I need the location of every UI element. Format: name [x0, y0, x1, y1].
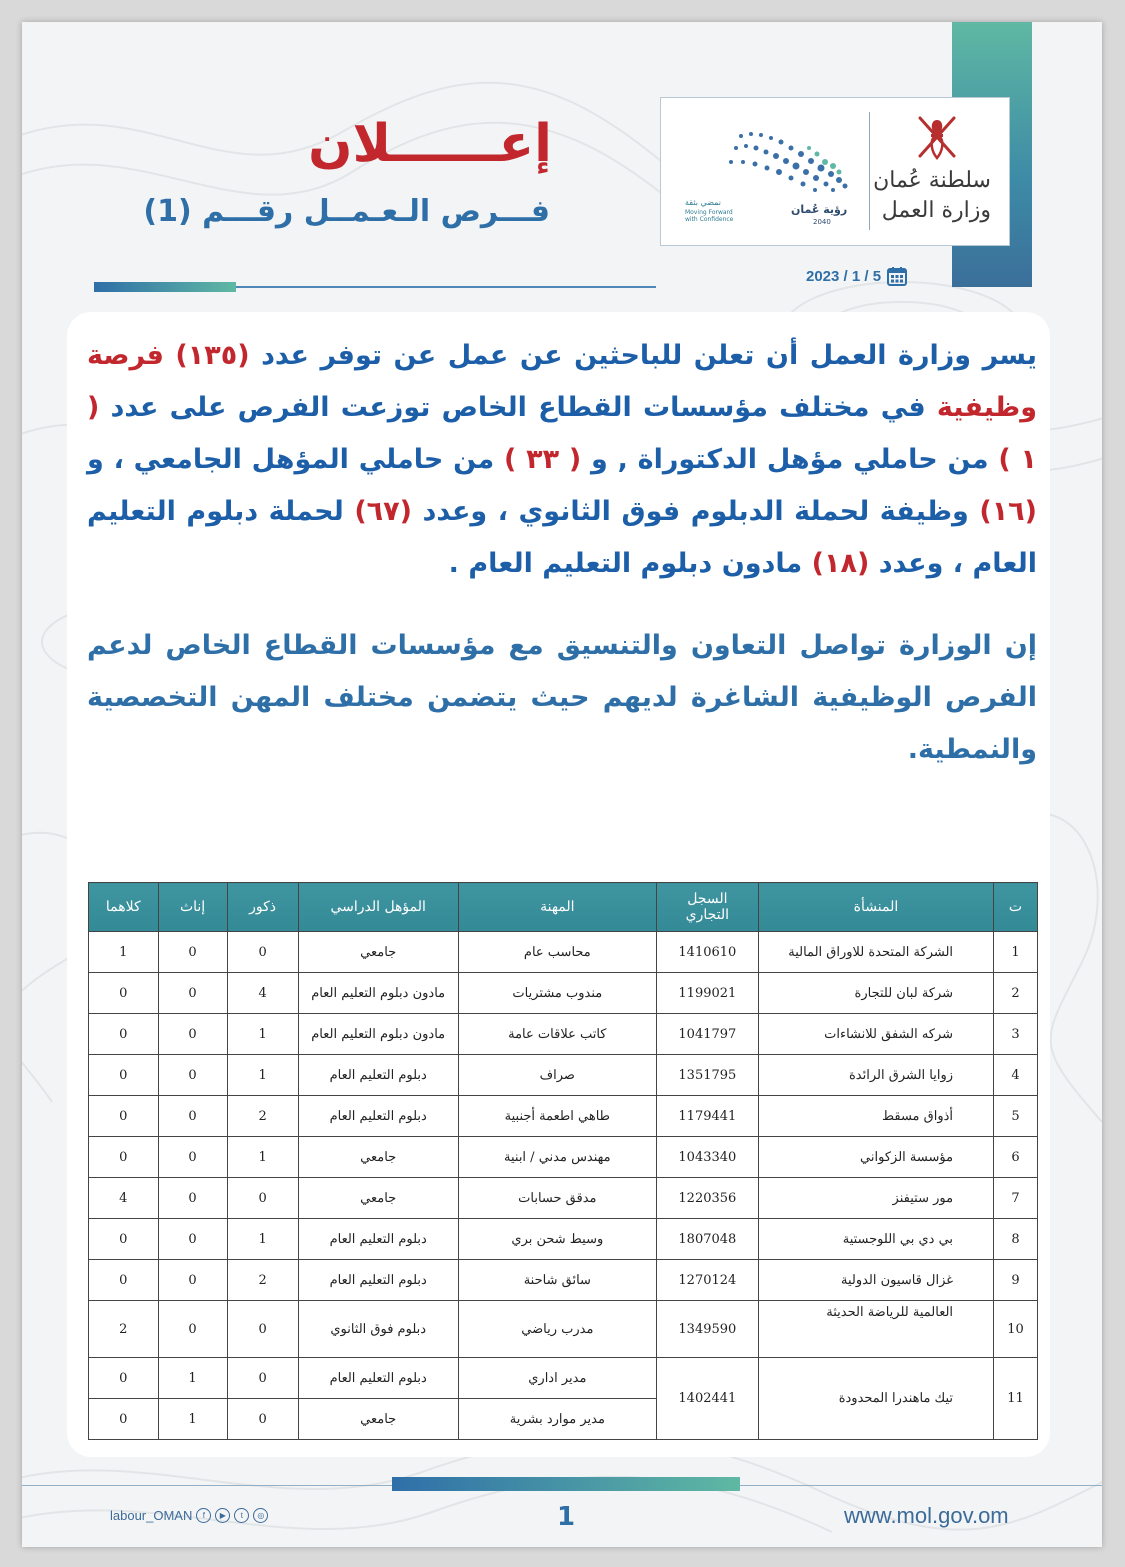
- announcement-paragraph-2: إن الوزارة تواصل التعاون والتنسيق مع مؤسسات القطاع الخاص لدعم الفرص الوظيفية الشاغرة لديهم حيث يتضمن مختلف المهن التخصصية والنمطية.: [87, 630, 1037, 765]
- cell-no: 1: [994, 932, 1038, 973]
- p1-segment: لحملة دبلوم التعليم العام ، وعدد: [87, 496, 1037, 579]
- cell-female: 1: [158, 1358, 227, 1399]
- cell-cr: 1402441: [656, 1358, 758, 1440]
- table-row: [89, 1137, 1038, 1178]
- table-row: [89, 1301, 1038, 1358]
- cell-establishment: شركه الشفق للانشاءات: [758, 1014, 993, 1055]
- announcement-date: [806, 265, 907, 287]
- cell-male: 2: [227, 1260, 298, 1301]
- cell-establishment: زوايا الشرق الرائدة: [758, 1055, 993, 1096]
- cell-female: 0: [158, 1260, 227, 1301]
- p1-segment: من حاملي مؤهل الدكتوراة , و: [591, 444, 989, 475]
- cell-establishment: العالمية للرياضة الحديثة: [758, 1301, 993, 1358]
- page-subtitle: فـــرص الـعـمــل رقـــم (1): [143, 194, 550, 229]
- col-header-qualification: المؤهل الدراسي: [298, 883, 458, 932]
- cell-both: 0: [89, 1260, 159, 1301]
- cell-female: 0: [158, 1219, 227, 1260]
- p1-segment: مادون دبلوم التعليم العام .: [448, 548, 803, 579]
- calendar-icon: [887, 266, 907, 286]
- cell-profession: صراف: [458, 1055, 656, 1096]
- col-header-establishment: المنشأة: [758, 883, 993, 932]
- cell-no: 2: [994, 973, 1038, 1014]
- cell-cr: 1349590: [656, 1301, 758, 1358]
- table-header-row: [89, 883, 1038, 932]
- instagram-icon[interactable]: ◎: [253, 1508, 268, 1523]
- cell-female: 1: [158, 1399, 227, 1440]
- vision-2040-swirl-icon: [721, 126, 861, 206]
- cell-male: 0: [227, 1358, 298, 1399]
- cell-qualification: مادون دبلوم التعليم العام: [298, 973, 458, 1014]
- cell-profession: وسيط شحن بري: [458, 1219, 656, 1260]
- p1-count-general-diploma: (٦٧): [354, 496, 412, 527]
- cell-profession: طاهي اطعمة أجنبية: [458, 1096, 656, 1137]
- cell-no: 8: [994, 1219, 1038, 1260]
- cell-both: 0: [89, 1137, 159, 1178]
- cell-establishment: شركة لبان للتجارة: [758, 973, 993, 1014]
- cell-male: 0: [227, 1301, 298, 1358]
- cell-female: 0: [158, 1014, 227, 1055]
- cell-cr: 1270124: [656, 1260, 758, 1301]
- cell-male: 0: [227, 932, 298, 973]
- col-header-male: ذكور: [227, 883, 298, 932]
- cell-qualification: جامعي: [298, 1178, 458, 1219]
- cell-both: 4: [89, 1178, 159, 1219]
- col-header-cr-line2: التجاري: [685, 907, 730, 923]
- table-row: [89, 1178, 1038, 1219]
- cell-establishment: تيك ماهندرا المحدودة: [758, 1358, 993, 1440]
- ministry-name-line2: وزارة العمل: [881, 198, 991, 223]
- cell-no: 11: [994, 1358, 1038, 1440]
- cell-establishment: مور ستيفنز: [758, 1178, 993, 1219]
- youtube-icon[interactable]: ▶: [215, 1508, 230, 1523]
- col-header-profession: المهنة: [458, 883, 656, 932]
- announcement-paragraph-1: [87, 330, 1037, 590]
- cell-male: 4: [227, 973, 298, 1014]
- cell-male: 1: [227, 1219, 298, 1260]
- cell-both: 0: [89, 1096, 159, 1137]
- cell-no: 5: [994, 1096, 1038, 1137]
- cell-profession: سائق شاحنة: [458, 1260, 656, 1301]
- cell-female: 0: [158, 1137, 227, 1178]
- cell-male: 1: [227, 1055, 298, 1096]
- cell-no: 6: [994, 1137, 1038, 1178]
- cell-both: 0: [89, 1399, 159, 1440]
- cell-profession: كاتب علاقات عامة: [458, 1014, 656, 1055]
- cell-both: 0: [89, 1358, 159, 1399]
- cell-no: 9: [994, 1260, 1038, 1301]
- col-header-both: كلاهما: [89, 883, 159, 932]
- cell-both: 0: [89, 1055, 159, 1096]
- table-row: [89, 1055, 1038, 1096]
- footer-accent-bar: [392, 1477, 740, 1491]
- cell-female: 0: [158, 932, 227, 973]
- cell-female: 0: [158, 1096, 227, 1137]
- cell-cr: 1179441: [656, 1096, 758, 1137]
- page-number: 1: [557, 1502, 576, 1532]
- tagline-arabic: نمضي بثقة: [685, 198, 721, 207]
- cell-qualification: دبلوم التعليم العام: [298, 1055, 458, 1096]
- subtitle-underline-accent: [94, 282, 236, 292]
- p1-count-post-secondary: (١٦): [979, 496, 1038, 527]
- table-row: [89, 1260, 1038, 1301]
- table-row: [89, 1014, 1038, 1055]
- cell-qualification: دبلوم فوق الثانوي: [298, 1301, 458, 1358]
- tagline-english: Moving Forward with Confidence: [685, 209, 734, 223]
- table-row: [89, 1096, 1038, 1137]
- cell-female: 0: [158, 1055, 227, 1096]
- ministry-logo-box: [660, 97, 1010, 246]
- cell-male: 0: [227, 1178, 298, 1219]
- cell-cr: 1351795: [656, 1055, 758, 1096]
- cell-no: 4: [994, 1055, 1038, 1096]
- cell-establishment: بي دي بي اللوجستية: [758, 1219, 993, 1260]
- cell-profession: مندوب مشتريات: [458, 973, 656, 1014]
- cell-female: 0: [158, 973, 227, 1014]
- table-row: [89, 1358, 1038, 1399]
- p1-count-total: (١٣٥) فرصة وظيفية: [87, 340, 1037, 423]
- cell-both: 1: [89, 932, 159, 973]
- col-header-no: ت: [994, 883, 1038, 932]
- cell-profession: مهندس مدني / ابنية: [458, 1137, 656, 1178]
- cell-qualification: دبلوم التعليم العام: [298, 1358, 458, 1399]
- vision-2040-text: رؤية عُمان: [791, 203, 848, 216]
- p1-segment: وظيفة لحملة الدبلوم فوق الثانوي ، وعدد: [422, 496, 969, 527]
- khanjar-emblem-icon: [910, 110, 964, 164]
- cell-cr: 1041797: [656, 1014, 758, 1055]
- col-header-female: إناث: [158, 883, 227, 932]
- cell-profession: محاسب عام: [458, 932, 656, 973]
- table-row: [89, 973, 1038, 1014]
- content-card: [67, 312, 1050, 1457]
- cell-female: 0: [158, 1178, 227, 1219]
- cell-no: 10: [994, 1301, 1038, 1358]
- cell-qualification: جامعي: [298, 1137, 458, 1178]
- cell-qualification: مادون دبلوم التعليم العام: [298, 1014, 458, 1055]
- table-row: [89, 932, 1038, 973]
- cell-establishment: الشركة المتحدة للاوراق المالية: [758, 932, 993, 973]
- cell-both: 0: [89, 1014, 159, 1055]
- subtitle-underline: [236, 286, 656, 288]
- cell-cr: 1410610: [656, 932, 758, 973]
- social-handle: labour_OMAN: [110, 1508, 193, 1523]
- p1-count-phd: ( ١ ): [87, 392, 1037, 475]
- cell-cr: 1807048: [656, 1219, 758, 1260]
- cell-establishment: أذواق مسقط: [758, 1096, 993, 1137]
- cell-qualification: جامعي: [298, 932, 458, 973]
- cell-qualification: دبلوم التعليم العام: [298, 1260, 458, 1301]
- cell-qualification: جامعي: [298, 1399, 458, 1440]
- logo-divider: [869, 112, 870, 230]
- cell-profession: مدير موارد بشرية: [458, 1399, 656, 1440]
- ministry-name-line1: سلطنة عُمان: [873, 168, 991, 193]
- cell-both: 0: [89, 973, 159, 1014]
- col-header-cr: [656, 883, 758, 932]
- announcement-page: [22, 22, 1102, 1547]
- page-title: إعــــــلان: [308, 114, 552, 174]
- cell-no: 7: [994, 1178, 1038, 1219]
- cell-cr: 1199021: [656, 973, 758, 1014]
- cell-profession: مدرب رياضي: [458, 1301, 656, 1358]
- p1-segment: في مختلف مؤسسات القطاع الخاص توزعت الفرص على عدد: [110, 392, 926, 423]
- cell-profession: مدقق حسابات: [458, 1178, 656, 1219]
- p1-segment: يسر وزارة العمل أن تعلن للباحثين عن عمل عن توفر عدد: [261, 340, 1037, 371]
- cell-cr: 1220356: [656, 1178, 758, 1219]
- p1-count-below-diploma: (١٨): [811, 548, 870, 579]
- cell-profession: مدير اداري: [458, 1358, 656, 1399]
- twitter-icon[interactable]: t: [234, 1508, 249, 1523]
- cell-qualification: دبلوم التعليم العام: [298, 1096, 458, 1137]
- cell-male: 0: [227, 1399, 298, 1440]
- cell-cr: 1043340: [656, 1137, 758, 1178]
- website-link[interactable]: www.mol.gov.om: [844, 1503, 1009, 1528]
- cell-establishment: غزال قاسيون الدولية: [758, 1260, 993, 1301]
- cell-male: 2: [227, 1096, 298, 1137]
- cell-no: 3: [994, 1014, 1038, 1055]
- cell-male: 1: [227, 1014, 298, 1055]
- facebook-icon[interactable]: f: [196, 1508, 211, 1523]
- cell-qualification: دبلوم التعليم العام: [298, 1219, 458, 1260]
- social-links: [110, 1508, 268, 1523]
- job-openings-table: [88, 882, 1038, 1440]
- date-text: 2023 / 1 / 5: [806, 267, 882, 285]
- p1-segment: من حاملي المؤهل الجامعي ، و: [87, 444, 495, 475]
- cell-establishment: مؤسسة الزكواني: [758, 1137, 993, 1178]
- cell-both: 0: [89, 1219, 159, 1260]
- p1-count-university: ( ٣٣ ): [503, 444, 582, 475]
- vision-2040-year: 2040: [813, 218, 831, 226]
- table-row: [89, 1219, 1038, 1260]
- cell-male: 1: [227, 1137, 298, 1178]
- cell-both: 2: [89, 1301, 159, 1358]
- cell-female: 0: [158, 1301, 227, 1358]
- col-header-cr-line1: السجل: [687, 891, 728, 907]
